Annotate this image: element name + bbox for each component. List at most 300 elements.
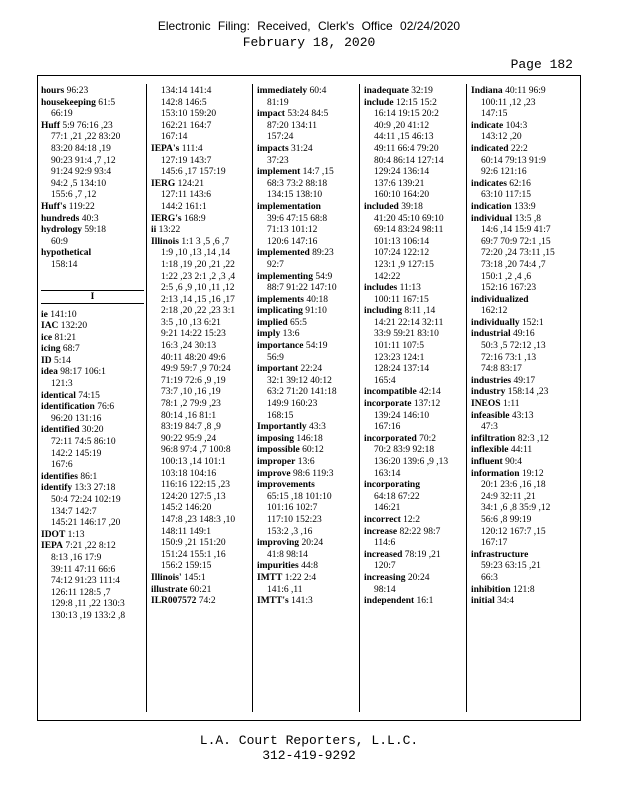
index-term: IMTT: [257, 572, 283, 583]
index-entry: [151, 144, 254, 179]
index-entry: [151, 225, 254, 237]
page-references-line: 139:24 146:10: [374, 410, 430, 421]
index-term: improper: [257, 457, 296, 467]
index-entry: [364, 306, 467, 387]
page-references-line: 47:3: [481, 422, 498, 433]
index-entry: [364, 399, 467, 434]
index-term: information: [471, 468, 520, 479]
page-references-line: 101:11 107:5: [374, 341, 425, 352]
page-references-line: 63:2 71:20 141:18: [267, 387, 337, 398]
index-term: hundreds: [41, 213, 80, 224]
index-term: increasing: [364, 572, 406, 583]
index-term: influent: [471, 457, 503, 467]
page-references: 22:24: [298, 364, 323, 375]
index-entry: [257, 167, 360, 202]
index-term: IDOT: [41, 529, 66, 540]
index-entry: [471, 399, 577, 411]
index-term: impact: [257, 109, 285, 120]
page-references: 20:24: [405, 572, 430, 583]
page-references: 49:17: [511, 375, 536, 386]
index-term: implement: [257, 167, 301, 178]
page-references: 13:5 ,8: [512, 213, 541, 224]
index-term: immediately: [257, 86, 308, 96]
index-entry: [151, 179, 254, 214]
page-references: 40:11 96:9: [502, 86, 546, 96]
index-entry: [41, 214, 144, 226]
page-references-line: 2:13 ,14 ,15 ,16 ,17: [161, 294, 235, 305]
index-term: include: [364, 97, 394, 108]
page-references: 74:2: [196, 596, 216, 607]
page-references-line: 73:18 ,20 74:4 ,7: [481, 259, 546, 270]
page-references: 1:1 3 ,5 ,6 ,7: [179, 236, 230, 247]
page-references-line: 39:6 47:15 68:8: [267, 213, 328, 224]
index-term: imposing: [257, 433, 294, 444]
index-term: incompatible: [364, 387, 417, 398]
page-references-line: 129:24 136:14: [374, 167, 430, 178]
page-references: 68:7: [60, 344, 80, 355]
index-term: implementation: [257, 201, 321, 212]
page-references-line: 167:16: [374, 422, 401, 433]
page-references-line: 69:14 83:24 98:11: [374, 225, 444, 236]
page-references-line: 37:23: [267, 155, 289, 166]
page-references-line: 153:10 159:20: [161, 109, 217, 120]
index-entry: [364, 527, 467, 550]
page-references: 43:13: [509, 410, 534, 421]
page-references-line: 155:6 ,7 ,12: [51, 190, 97, 201]
page-references-line: 120:6 147:16: [267, 236, 318, 247]
index-entry: [471, 457, 577, 469]
index-entry: [364, 434, 467, 480]
index-entry: [471, 376, 577, 388]
page-references-line: 78:1 ,2 79:9 ,23: [161, 399, 221, 410]
page-references-line: 160:10 164:20: [374, 190, 430, 201]
page-references: 5:14: [51, 355, 71, 366]
index-column-4: [364, 86, 467, 608]
page-references: 62:16: [506, 178, 531, 189]
index-entry: [41, 541, 144, 622]
index-entry: [41, 530, 144, 542]
index-entry: [257, 329, 360, 341]
index-term: ID: [41, 355, 52, 366]
page-references: 132:20: [58, 321, 88, 332]
page-references-line: 80:4 86:14 127:14: [374, 155, 444, 166]
filing-date: February 18, 2020: [242, 35, 376, 50]
page-references-line: 49:9 59:7 ,9 70:24: [161, 364, 231, 375]
page-references-line: 127:11 143:6: [161, 190, 212, 201]
page-references-line: 150:1 ,2 ,4 ,6: [481, 271, 532, 282]
page-references-line: 60:14 79:13 91:9: [481, 155, 546, 166]
page-references-line: 149:9 160:23: [267, 399, 318, 410]
index-term: IEPA: [41, 541, 63, 552]
index-entry: [151, 237, 254, 573]
page-references-line: 73:7 ,10 ,16 ,19: [161, 387, 221, 398]
page-references: 89:23: [309, 248, 334, 259]
page-references-line: 80:14 ,16 81:1: [161, 410, 217, 421]
page-references-line: 142:8 146:5: [161, 97, 207, 108]
page-references-line: 137:6 139:21: [374, 178, 425, 189]
page-references-line: 50:3 ,5 72:12 ,13: [481, 341, 546, 352]
page-references-line: 98:14: [374, 584, 396, 595]
page-references-line: 103:18 104:16: [161, 468, 217, 479]
index-entry: [471, 387, 577, 399]
index-entry: [257, 341, 360, 364]
index-term: industry: [471, 387, 506, 398]
page-references-line: 127:19 143:7: [161, 155, 212, 166]
page-references-line: 16:3 ,24 30:13: [161, 341, 217, 352]
page-references: 42:14: [416, 387, 441, 398]
index-term: Indiana: [471, 86, 503, 96]
index-term: improve: [257, 468, 291, 479]
index-entry: [471, 318, 577, 330]
page-references-line: 91:24 92:9 93:4: [51, 167, 112, 178]
index-entry: [257, 561, 360, 573]
page-references: 65:5: [287, 317, 307, 328]
index-entry: [364, 98, 467, 202]
page-references-line: 9:21 14:22 15:23: [161, 329, 226, 340]
index-entry: [471, 295, 577, 318]
page-references: 76:6: [94, 402, 115, 413]
page-references: 145:1: [181, 572, 206, 583]
index-entry: [364, 480, 467, 515]
index-entry: [471, 121, 577, 144]
page-references: 152:1: [519, 317, 544, 328]
page-references: 44:11: [508, 445, 533, 456]
letter-heading: I: [41, 290, 144, 304]
page-references-line: 74:12 91:23 111:4: [51, 576, 120, 587]
page-references: 98:17 106:1: [57, 367, 106, 378]
page-references-line: 107:24 122:12: [374, 248, 430, 259]
page-references: 70:2: [416, 433, 437, 444]
page-references: 32:19: [408, 86, 433, 96]
page-references-line: 34:1 ,6 ,8 35:9 ,12: [481, 503, 551, 514]
page-references-line: 2:18 ,20 ,22 ,23 3:1: [161, 306, 236, 317]
page-references-line: 134:7 142:7: [51, 506, 97, 517]
index-entry: [41, 121, 144, 202]
page-references: 60:21: [187, 584, 212, 595]
index-entry: [257, 144, 360, 167]
page-references-line: 124:20 127:5 ,13: [161, 491, 226, 502]
page-references-line: 147:15: [481, 109, 508, 120]
index-entry: [364, 596, 467, 608]
page-references-line: 40:11 48:20 49:6: [161, 352, 226, 363]
index-entry: [41, 98, 144, 121]
index-term: individualized: [471, 294, 529, 305]
page-references: 11:13: [397, 283, 421, 294]
page-references-line: 151:24 155:1 ,16: [161, 549, 226, 560]
index-term: impurities: [257, 561, 299, 572]
page-references: 119:22: [66, 201, 95, 212]
page-references-line: 96:8 97:4 ,7 100:8: [161, 445, 231, 456]
column-divider: [146, 84, 147, 712]
page-references-line: 156:2 159:15: [161, 561, 212, 572]
index-entry: [257, 248, 360, 271]
page-references: 8:11 ,14: [402, 306, 436, 317]
index-entry: [471, 445, 577, 457]
page-references: 13:3 27:18: [72, 483, 116, 494]
index-entry: [471, 86, 577, 121]
page-references-line: 64:18 67:22: [374, 491, 420, 502]
page-references-line: 167:17: [481, 538, 508, 549]
page-references-line: 163:14: [374, 468, 401, 479]
page-references: 60:12: [299, 445, 324, 456]
index-entry: [257, 364, 360, 422]
page-references-line: 71:13 101:12: [267, 225, 318, 236]
page-references-line: 143:12 ,20: [481, 132, 522, 143]
index-term: indicate: [471, 120, 504, 131]
page-references-line: 134:15 138:10: [267, 190, 323, 201]
page-references: 16:1: [414, 596, 434, 607]
index-term: improvements: [257, 480, 315, 491]
page-references: 53:24 84:5: [284, 109, 329, 120]
page-references-line: 56:6 ,8 99:19: [481, 514, 532, 525]
filing-header: Electronic Filing: Received, Clerk's Office 02/24/2020: [157, 19, 461, 33]
index-term: IEPA's: [151, 143, 180, 154]
page-references: 13:6: [280, 329, 300, 340]
page-references: 1:11: [500, 399, 520, 410]
page-references-line: 121:3: [51, 379, 73, 390]
page-references-line: 158:14: [51, 259, 78, 270]
page-references-line: 3:5 ,10 ,13 6:21: [161, 317, 221, 328]
page-references-line: 90:22 95:9 ,24: [161, 433, 217, 444]
index-term: implicating: [257, 306, 303, 317]
page-references-line: 148:11 149:1: [161, 526, 212, 537]
page-references: 31:24: [288, 143, 313, 154]
page-references-line: 40:9 ,20 41:12: [374, 120, 430, 131]
index-entry: [41, 367, 144, 390]
page-references-line: 87:20 134:11: [267, 120, 318, 131]
page-references: 158:14 ,23: [505, 387, 549, 398]
page-references-line: 72:20 ,24 73:11 ,15: [481, 248, 555, 259]
page-references-line: 77:1 ,21 ,22 83:20: [51, 132, 121, 143]
index-entry: [257, 596, 360, 608]
index-entry: [41, 225, 144, 248]
index-box: [37, 75, 581, 721]
page-references-line: 134:14 141:4: [161, 86, 212, 96]
index-entry: [41, 248, 144, 271]
page-references: 104:3: [503, 120, 528, 131]
index-term: incorporated: [364, 433, 417, 444]
index-column-2: [151, 86, 254, 608]
index-term: IERG: [151, 178, 176, 189]
index-term: identical: [41, 390, 76, 401]
page-references-line: 168:15: [267, 410, 294, 421]
page-references-line: 145:2 146:20: [161, 503, 212, 514]
page-references-line: 63:10 117:15: [481, 190, 532, 201]
page-references-line: 142:2 145:19: [51, 448, 102, 459]
page-references-line: 83:20 84:18 ,19: [51, 143, 111, 154]
page-references-line: 128:24 137:14: [374, 364, 430, 375]
index-entry: [41, 333, 144, 345]
index-entry-continued: [151, 86, 254, 144]
page-references-line: 92:7: [267, 259, 284, 270]
index-entry: [257, 445, 360, 457]
page-references-line: 157:24: [267, 132, 294, 143]
page-references: 7:21 ,22 8:12: [63, 541, 116, 552]
index-entry: [151, 214, 254, 226]
index-term: infiltration: [471, 433, 516, 444]
index-entry: [257, 434, 360, 446]
index-entry: [41, 202, 144, 214]
page-references: 49:16: [510, 329, 535, 340]
page-references-line: 59:23 63:15 ,21: [481, 561, 541, 572]
page-references: 40:3: [79, 213, 99, 224]
page-references-line: 8:13 ,16 17:9: [51, 552, 102, 563]
index-term: Huff's: [41, 201, 67, 212]
index-term: implemented: [257, 248, 310, 259]
page-references-line: 142:22: [374, 271, 401, 282]
index-term: inflexible: [471, 445, 509, 456]
index-term: housekeeping: [41, 97, 96, 108]
index-term: impossible: [257, 445, 300, 456]
page-references-line: 56:9: [267, 352, 284, 363]
index-entry: [257, 573, 360, 596]
index-entry: [257, 109, 360, 144]
index-term: Importantly: [257, 422, 307, 433]
index-entry: [257, 469, 360, 481]
page-references-line: 96:20 131:16: [51, 413, 102, 424]
page-references: 141:10: [47, 309, 77, 320]
index-entry: [151, 585, 254, 597]
index-term: identification: [41, 402, 95, 413]
index-term: IMTT's: [257, 596, 289, 607]
page-references: 146:18: [293, 433, 323, 444]
index-entry: [364, 573, 467, 596]
page-references-line: 165:4: [374, 375, 396, 386]
index-term: IERG's: [151, 213, 182, 224]
index-term: idea: [41, 367, 58, 378]
index-term: incorporating: [364, 480, 420, 491]
index-term: increased: [364, 549, 403, 560]
index-entry: [41, 391, 144, 403]
page-references-line: 41:8 98:14: [267, 549, 308, 560]
index-entry: [471, 585, 577, 597]
index-term: Illinois': [151, 572, 182, 583]
page-references-line: 41:20 45:10 69:10: [374, 213, 444, 224]
page-references: 96:23: [64, 86, 89, 96]
index-column-3: [257, 86, 360, 608]
index-entry: [364, 283, 467, 306]
page-references: 78:19 ,21: [402, 549, 441, 560]
index-term: including: [364, 306, 403, 317]
index-entry: [41, 344, 144, 356]
page-references-line: 162:12: [481, 306, 508, 317]
page-references-line: 120:7: [374, 561, 396, 572]
page-references-line: 123:1 ,9 127:15: [374, 259, 434, 270]
page-references-line: 152:16 167:23: [481, 283, 537, 294]
page-references-line: 116:16 122:15 ,23: [161, 480, 231, 491]
index-term: increase: [364, 526, 398, 537]
page-references-line: 146:21: [374, 503, 401, 514]
index-term: inhibition: [471, 584, 511, 595]
page-references-line: 83:19 84:7 ,8 ,9: [161, 422, 221, 433]
page-references: 98:6 119:3: [290, 468, 334, 479]
index-term: hours: [41, 86, 65, 96]
page-references: 54:9: [312, 271, 333, 282]
page-references-line: 14:6 ,14 15:9 41:7: [481, 225, 551, 236]
page-references: 91:10: [302, 306, 327, 317]
page-references-line: 123:23 124:1: [374, 352, 425, 363]
page-references-line: 16:14 19:15 20:2: [374, 109, 439, 120]
page-references: 74:15: [75, 390, 100, 401]
page-references-line: 150:9 ,21 151:20: [161, 538, 226, 549]
index-term: identified: [41, 425, 80, 436]
page-number: Page 182: [510, 57, 573, 72]
index-entry: [41, 402, 144, 425]
page-references-line: 130:13 ,19 133:2 ,8: [51, 610, 126, 621]
index-entry: [41, 321, 144, 333]
page-references-line: 100:11 167:15: [374, 294, 429, 305]
index-entry: [471, 329, 577, 375]
page-references: 86:1: [77, 471, 98, 482]
page-references: 22:2: [508, 143, 528, 154]
page-references: 13:22: [156, 225, 181, 236]
page-references-line: 65:15 ,18 101:10: [267, 491, 332, 502]
index-term: individual: [471, 213, 513, 224]
index-entry: [257, 480, 360, 538]
page-references: 43:3: [306, 422, 326, 433]
page-references-line: 69:7 70:9 72:1 ,15: [481, 236, 551, 247]
index-entry: [364, 86, 467, 98]
page-references: 141:3: [288, 596, 313, 607]
index-entry: [41, 483, 144, 529]
page-references: 121:8: [510, 584, 535, 595]
page-references: 40:18: [303, 294, 328, 305]
index-entry: [257, 86, 360, 109]
page-references: 133:9: [511, 201, 536, 212]
page-references-line: 100:11 ,12 ,23: [481, 97, 536, 108]
page-references: 20:24: [299, 538, 324, 549]
index-term: infeasible: [471, 410, 510, 421]
index-term: indication: [471, 201, 512, 212]
index-entry: [151, 596, 254, 608]
page-references: 111:4: [179, 143, 203, 154]
index-column-1: [41, 86, 144, 623]
page-references-line: 33:9 59:21 83:10: [374, 329, 439, 340]
page-references: 19:12: [519, 468, 544, 479]
page-references-line: 147:8 ,23 148:3 ,10: [161, 514, 236, 525]
index-entry: [471, 202, 577, 214]
page-references-line: 94:2 ,5 134:10: [51, 178, 107, 189]
index-term: independent: [364, 596, 415, 607]
page-references: 82:3 ,12: [515, 433, 549, 444]
page-references-line: 101:13 106:14: [374, 236, 430, 247]
page-references: 44:8: [298, 561, 318, 572]
index-entry: [151, 573, 254, 585]
page-references-line: 141:6 ,11: [267, 584, 303, 595]
index-term: implements: [257, 294, 304, 305]
page-references: 82:22 98:7: [397, 526, 441, 537]
index-term: important: [257, 364, 299, 375]
index-entry: [471, 179, 577, 202]
index-entry: [41, 310, 144, 322]
index-term: impacts: [257, 143, 289, 154]
index-term: IAC: [41, 321, 59, 332]
page-references-line: 1:18 ,19 ,20 ,21 ,22: [161, 259, 235, 270]
page-references-line: 66:3: [481, 572, 498, 583]
index-entry: [364, 387, 467, 399]
index-term: improving: [257, 538, 300, 549]
page-references-line: 32:1 39:12 40:12: [267, 375, 332, 386]
page-references-line: 92:6 121:16: [481, 167, 527, 178]
page-references: 30:20: [79, 425, 104, 436]
index-entry: [364, 515, 467, 527]
page-references-line: 68:3 73:2 88:18: [267, 178, 328, 189]
index-entry: [471, 214, 577, 295]
index-entry: [257, 538, 360, 561]
page-references: 1:13: [65, 529, 85, 540]
index-term: icing: [41, 344, 61, 355]
index-term: includes: [364, 283, 398, 294]
